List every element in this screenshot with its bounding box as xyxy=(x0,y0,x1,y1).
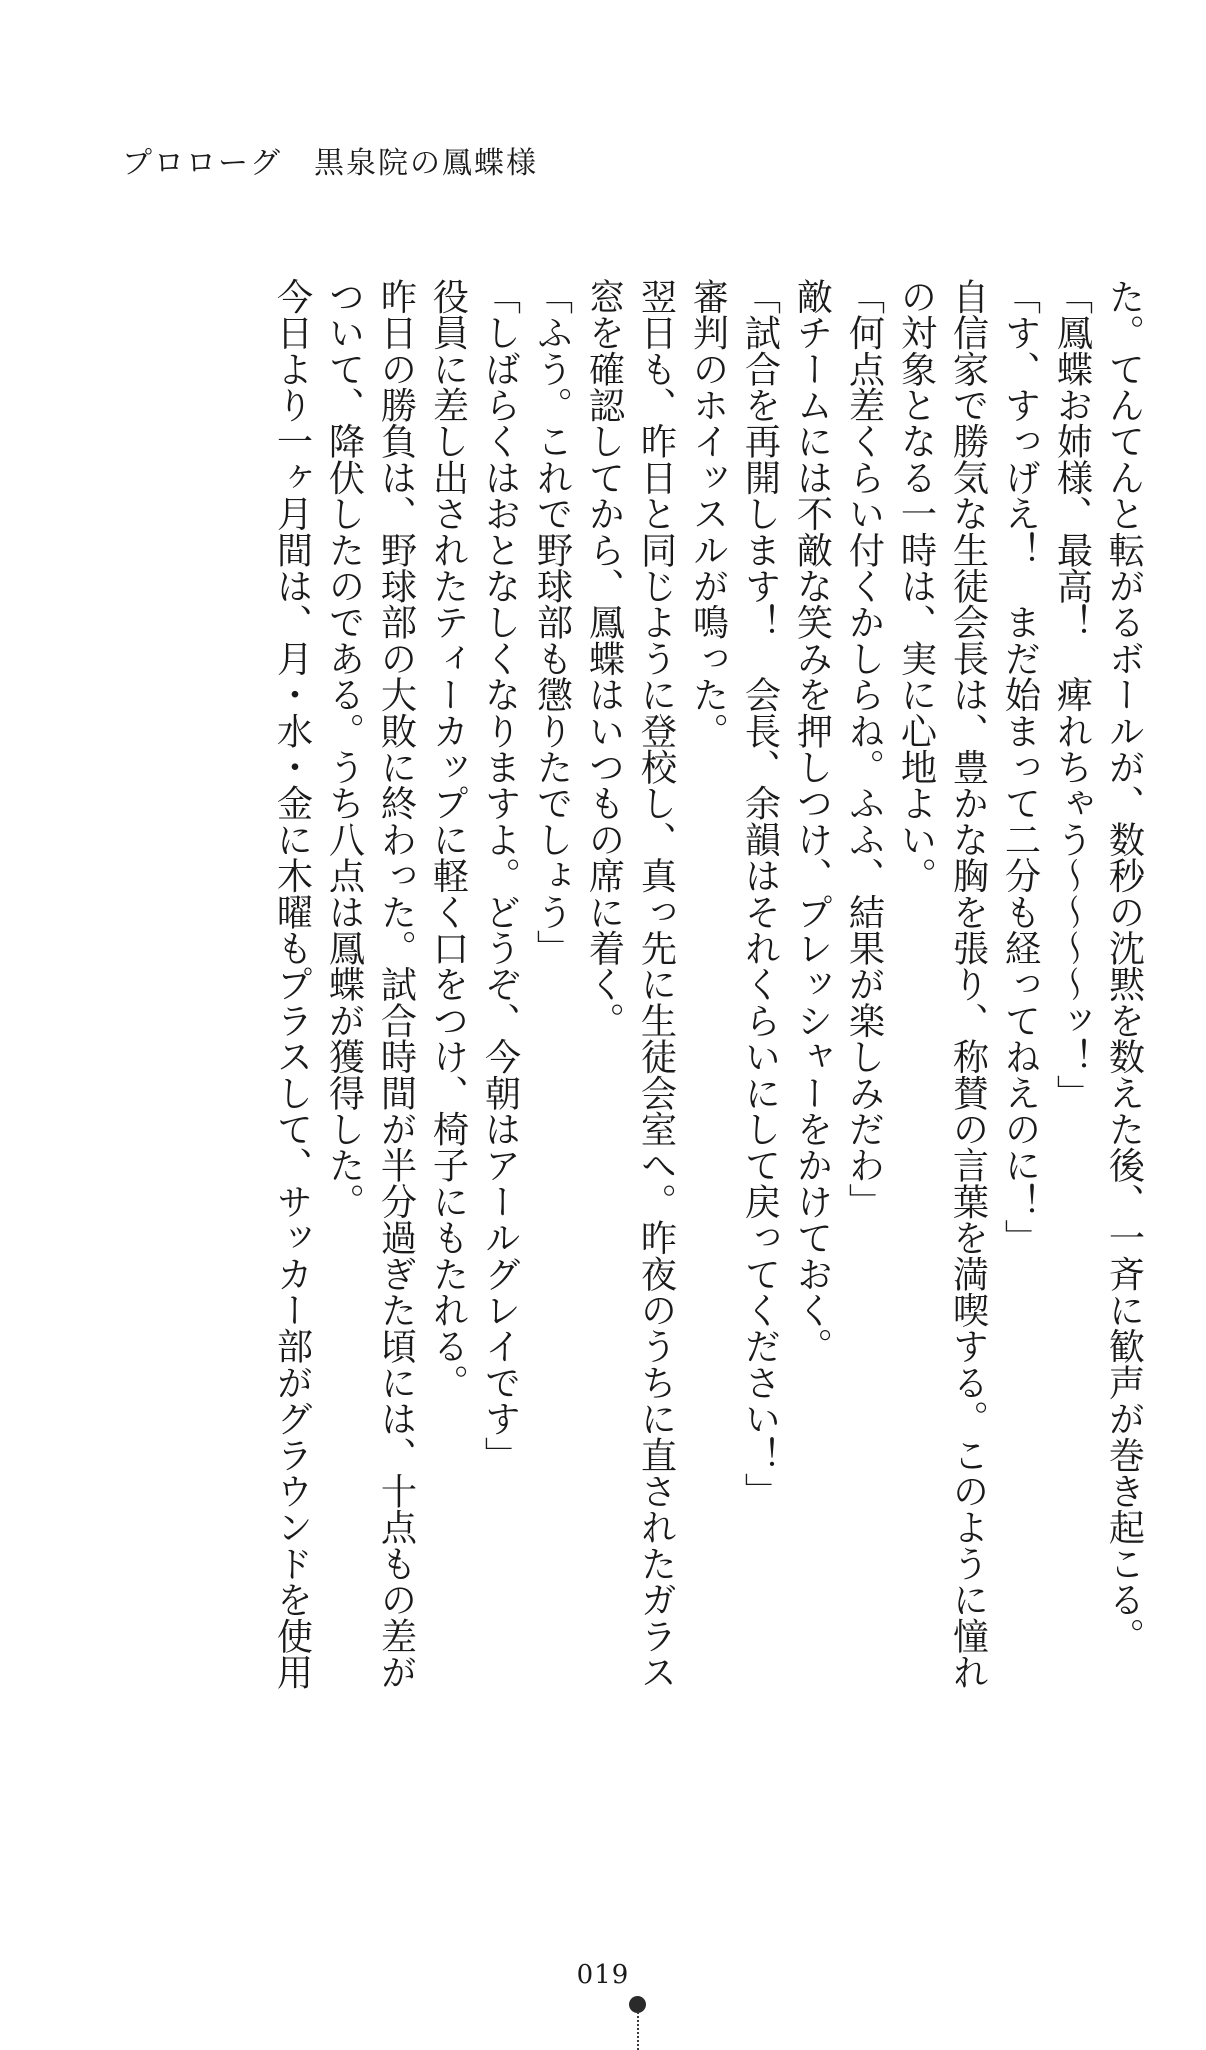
text-line: 「鳳蝶お姉様、最高！ 痺れちゃう～～～～ッ！」 xyxy=(1051,278,1094,1111)
text-line: の対象となる一時は、実に心地よい。 xyxy=(895,278,938,894)
text-line: 審判のホイッスルが鳴った。 xyxy=(687,278,730,749)
text-line: 今日より一ヶ月間は、月・水・金に木曜もプラスして、サッカー部がグラウンドを使用 xyxy=(271,278,314,1690)
text-line: 役員に差し出されたティーカップに軽く口をつけ、椅子にもたれる。 xyxy=(427,278,470,1401)
text-line: 翌日も、昨日と同じように登校し、真っ先に生徒会室へ。昨夜のうちに直されたガラス xyxy=(635,278,678,1690)
binding-mark xyxy=(628,1996,648,2050)
text-line: ついて、降伏したのである。うち八点は鳳蝶が獲得した。 xyxy=(323,278,366,1220)
binding-stem xyxy=(637,2012,639,2050)
text-line: 「ふう。これで野球部も懲りたでしょう」 xyxy=(531,278,574,966)
text-line: 「何点差くらい付くかしらね。ふふ、結果が楽しみだわ」 xyxy=(843,278,886,1220)
text-line: 窓を確認してから、鳳蝶はいつもの席に着く。 xyxy=(583,278,626,1039)
text-line: 昨日の勝負は、野球部の大敗に終わった。試合時間が半分過ぎた頃には、十点もの差が xyxy=(375,278,418,1690)
text-line: 「試合を再開します！ 会長、余韻はそれくらいにして戻ってください！」 xyxy=(739,278,782,1509)
binding-dot xyxy=(629,1996,646,2013)
text-line: 「しばらくはおとなしくなりますよ。どうぞ、今朝はアールグレイです」 xyxy=(479,278,522,1473)
text-line: 敵チームには不敵な笑みを押しつけ、プレッシャーをかけておく。 xyxy=(791,278,834,1364)
text-line: た。てんてんと転がるボールが、数秒の沈黙を数えた後、一斉に歓声が巻き起こる。 xyxy=(1103,278,1146,1654)
body-text xyxy=(70,278,1150,1758)
page-number: 019 xyxy=(576,1960,630,1990)
running-head: プロローグ 黒泉院の鳳蝶様 xyxy=(122,146,538,181)
text-line: 自信家で勝気な生徒会長は、豊かな胸を張り、称賛の言葉を満喫する。このように憧れ xyxy=(947,278,990,1690)
text-line: 「す、すっげえ！ まだ始まって二分も経ってねえのに！」 xyxy=(999,278,1042,1256)
